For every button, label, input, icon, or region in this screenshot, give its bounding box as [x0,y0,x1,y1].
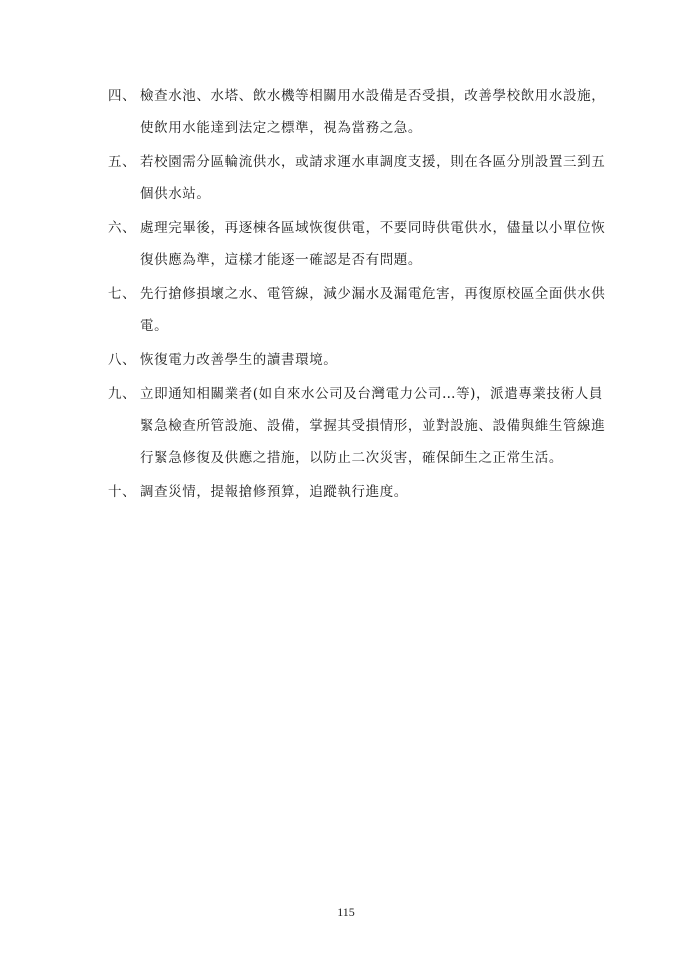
list-item-marker: 十、 [108,484,137,500]
text-line: 復供應為準，這樣才能逐一確認是否有問題。 [140,252,422,268]
list-item-marker: 八、 [108,352,137,368]
text-line: 個供水站。 [140,186,211,202]
text-line: 若校園需分區輪流供水，或請求運水車調度支援，則在各區分別設置三到五 [140,154,606,170]
text-line: 電。 [140,318,169,334]
page-number: 115 [337,905,355,919]
list-item [108,278,606,342]
text-line: 緊急檢查所管設施、設備，掌握其受損情形，並對設施、設備與維生管線進 [140,418,606,434]
list-item-text [140,378,605,474]
text-line: 先行搶修損壞之水、電管線，減少漏水及漏電危害，再復原校區全面供水供 [140,286,606,302]
list-item-marker: 六、 [108,220,137,236]
text-line: 立即通知相關業者(如自來水公司及台灣電力公司…等)，派遣專業技術人員 [140,386,603,402]
numbered-list [108,80,606,510]
text-line: 恢復電力改善學生的讀書環境。 [140,352,338,368]
list-item-text [140,278,605,342]
text-line: 行緊急修復及供應之措施，以防止二次災害，確保師生之正常生活。 [140,450,563,466]
list-item-text [140,80,605,144]
list-item-text [140,476,598,508]
list-item [108,146,606,210]
list-item [108,344,598,376]
list-item-marker: 九、 [108,386,137,402]
text-line: 處理完畢後，再逐棟各區域恢復供電，不要同時供電供水，儘量以小單位恢 [140,220,606,236]
list-item [108,212,606,276]
list-item-text [140,212,605,276]
list-item-marker: 七、 [108,286,137,302]
list-item-marker: 五、 [108,154,137,170]
list-item [108,476,598,508]
text-line: 調查災情，提報搶修預算，追蹤執行進度。 [140,484,408,500]
text-line: 使飲用水能達到法定之標準，視為當務之急。 [140,120,422,136]
list-item-marker: 四、 [108,88,137,104]
text-line: 檢查水池、水塔、飲水機等相關用水設備是否受損，改善學校飲用水設施， [140,88,606,104]
list-item [108,378,606,474]
list-item-text [140,344,598,376]
list-item-text [140,146,605,210]
list-item [108,80,606,144]
